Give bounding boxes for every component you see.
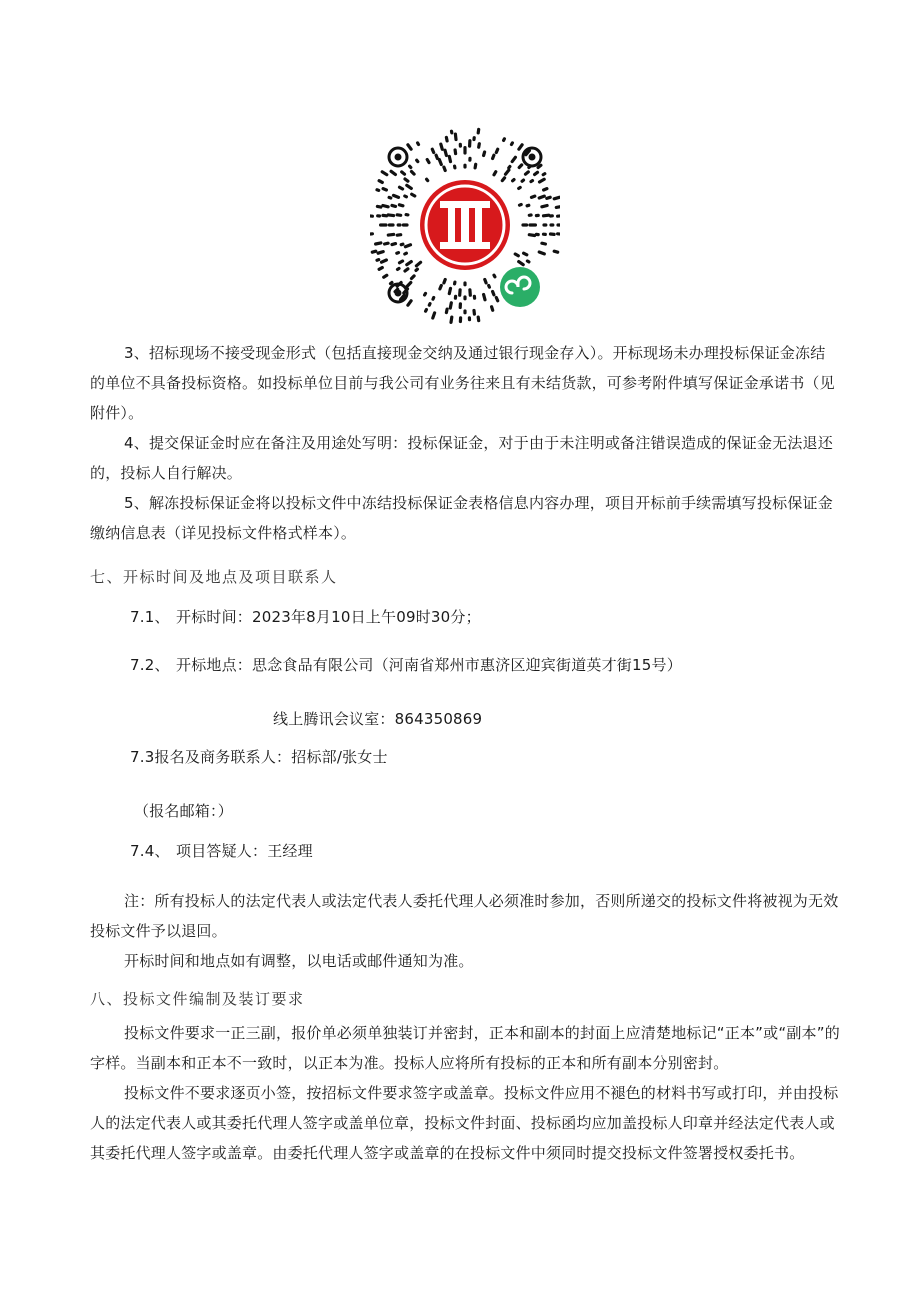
qa-contact: 项目答疑人：王经理 [176,842,313,860]
rule-item-3: 3、招标现场不接受现金形式（包括直接现金交纳及通过银行现金存入）。开标现场未办理投标保证金冻结的单位不具备投标资格。如投标单位目前与我公司有业务往来且有未结货款，可参考附件填写保证金承诺书（见附件）。 [90,344,835,422]
citic-logo-icon [420,180,510,270]
attendance-note [90,886,840,976]
registration-email: （报名邮箱：） [134,802,233,820]
business-contact: 7.3报名及商务联系人：招标部/张女士 [130,748,388,766]
adjust-notice: 开标时间和地点如有调整，以电话或邮件通知为准。 [124,952,474,970]
opening-time-number: 7.1、 [130,608,170,626]
bid-document-requirements [90,1018,840,1168]
opening-time: 开标时间：2023年8月10日上午09时30分； [176,608,481,626]
requirement-paragraph-2: 投标文件不要求逐页小签，按招标文件要求签字或盖章。投标文件应用不褪色的材料书写或打印，并由投标人的法定代表人或其委托代理人签字或盖单位章，投标文件封面、投标函均应加盖投标人印章并经法定代表人或其委托代理人签字或盖章。由委托代理人签字或盖章的在投标文件中须同时提交投标文件签署授权委托书。 [90,1084,839,1162]
section-7-heading: 七、开标时间及地点及项目联系人 [90,568,338,586]
section-8-heading: 八、投标文件编制及装订要求 [90,990,305,1008]
online-meeting-room: 线上腾讯会议室：864350869 [273,710,483,728]
bid-bond-rules [90,338,840,548]
qa-contact-number: 7.4、 [130,842,170,860]
rule-item-4: 4、提交保证金时应在备注及用途处写明：投标保证金，对于由于未注明或备注错误造成的保证金无法退还的，投标人自行解决。 [90,434,833,482]
miniprogram-icon [500,267,540,307]
opening-place: 开标地点：思念食品有限公司（河南省郑州市惠济区迎宾街道英才街15号） [176,656,682,674]
miniprogram-qr-code[interactable] [370,127,560,327]
note-text: 注：所有投标人的法定代表人或法定代表人委托代理人必须准时参加，否则所递交的投标文件将被视为无效投标文件予以退回。 [90,892,839,940]
requirement-paragraph-1: 投标文件要求一正三副，报价单必须单独装订并密封，正本和副本的封面上应清楚地标记“正本”或“副本”的字样。当副本和正本不一致时，以正本为准。投标人应将所有投标的正本和所有副本分别密封。 [90,1024,840,1072]
opening-place-number: 7.2、 [130,656,170,674]
rule-item-5: 5、解冻投标保证金将以投标文件中冻结投标保证金表格信息内容办理，项目开标前手续需填写投标保证金缴纳信息表（详见投标文件格式样本）。 [90,494,833,542]
